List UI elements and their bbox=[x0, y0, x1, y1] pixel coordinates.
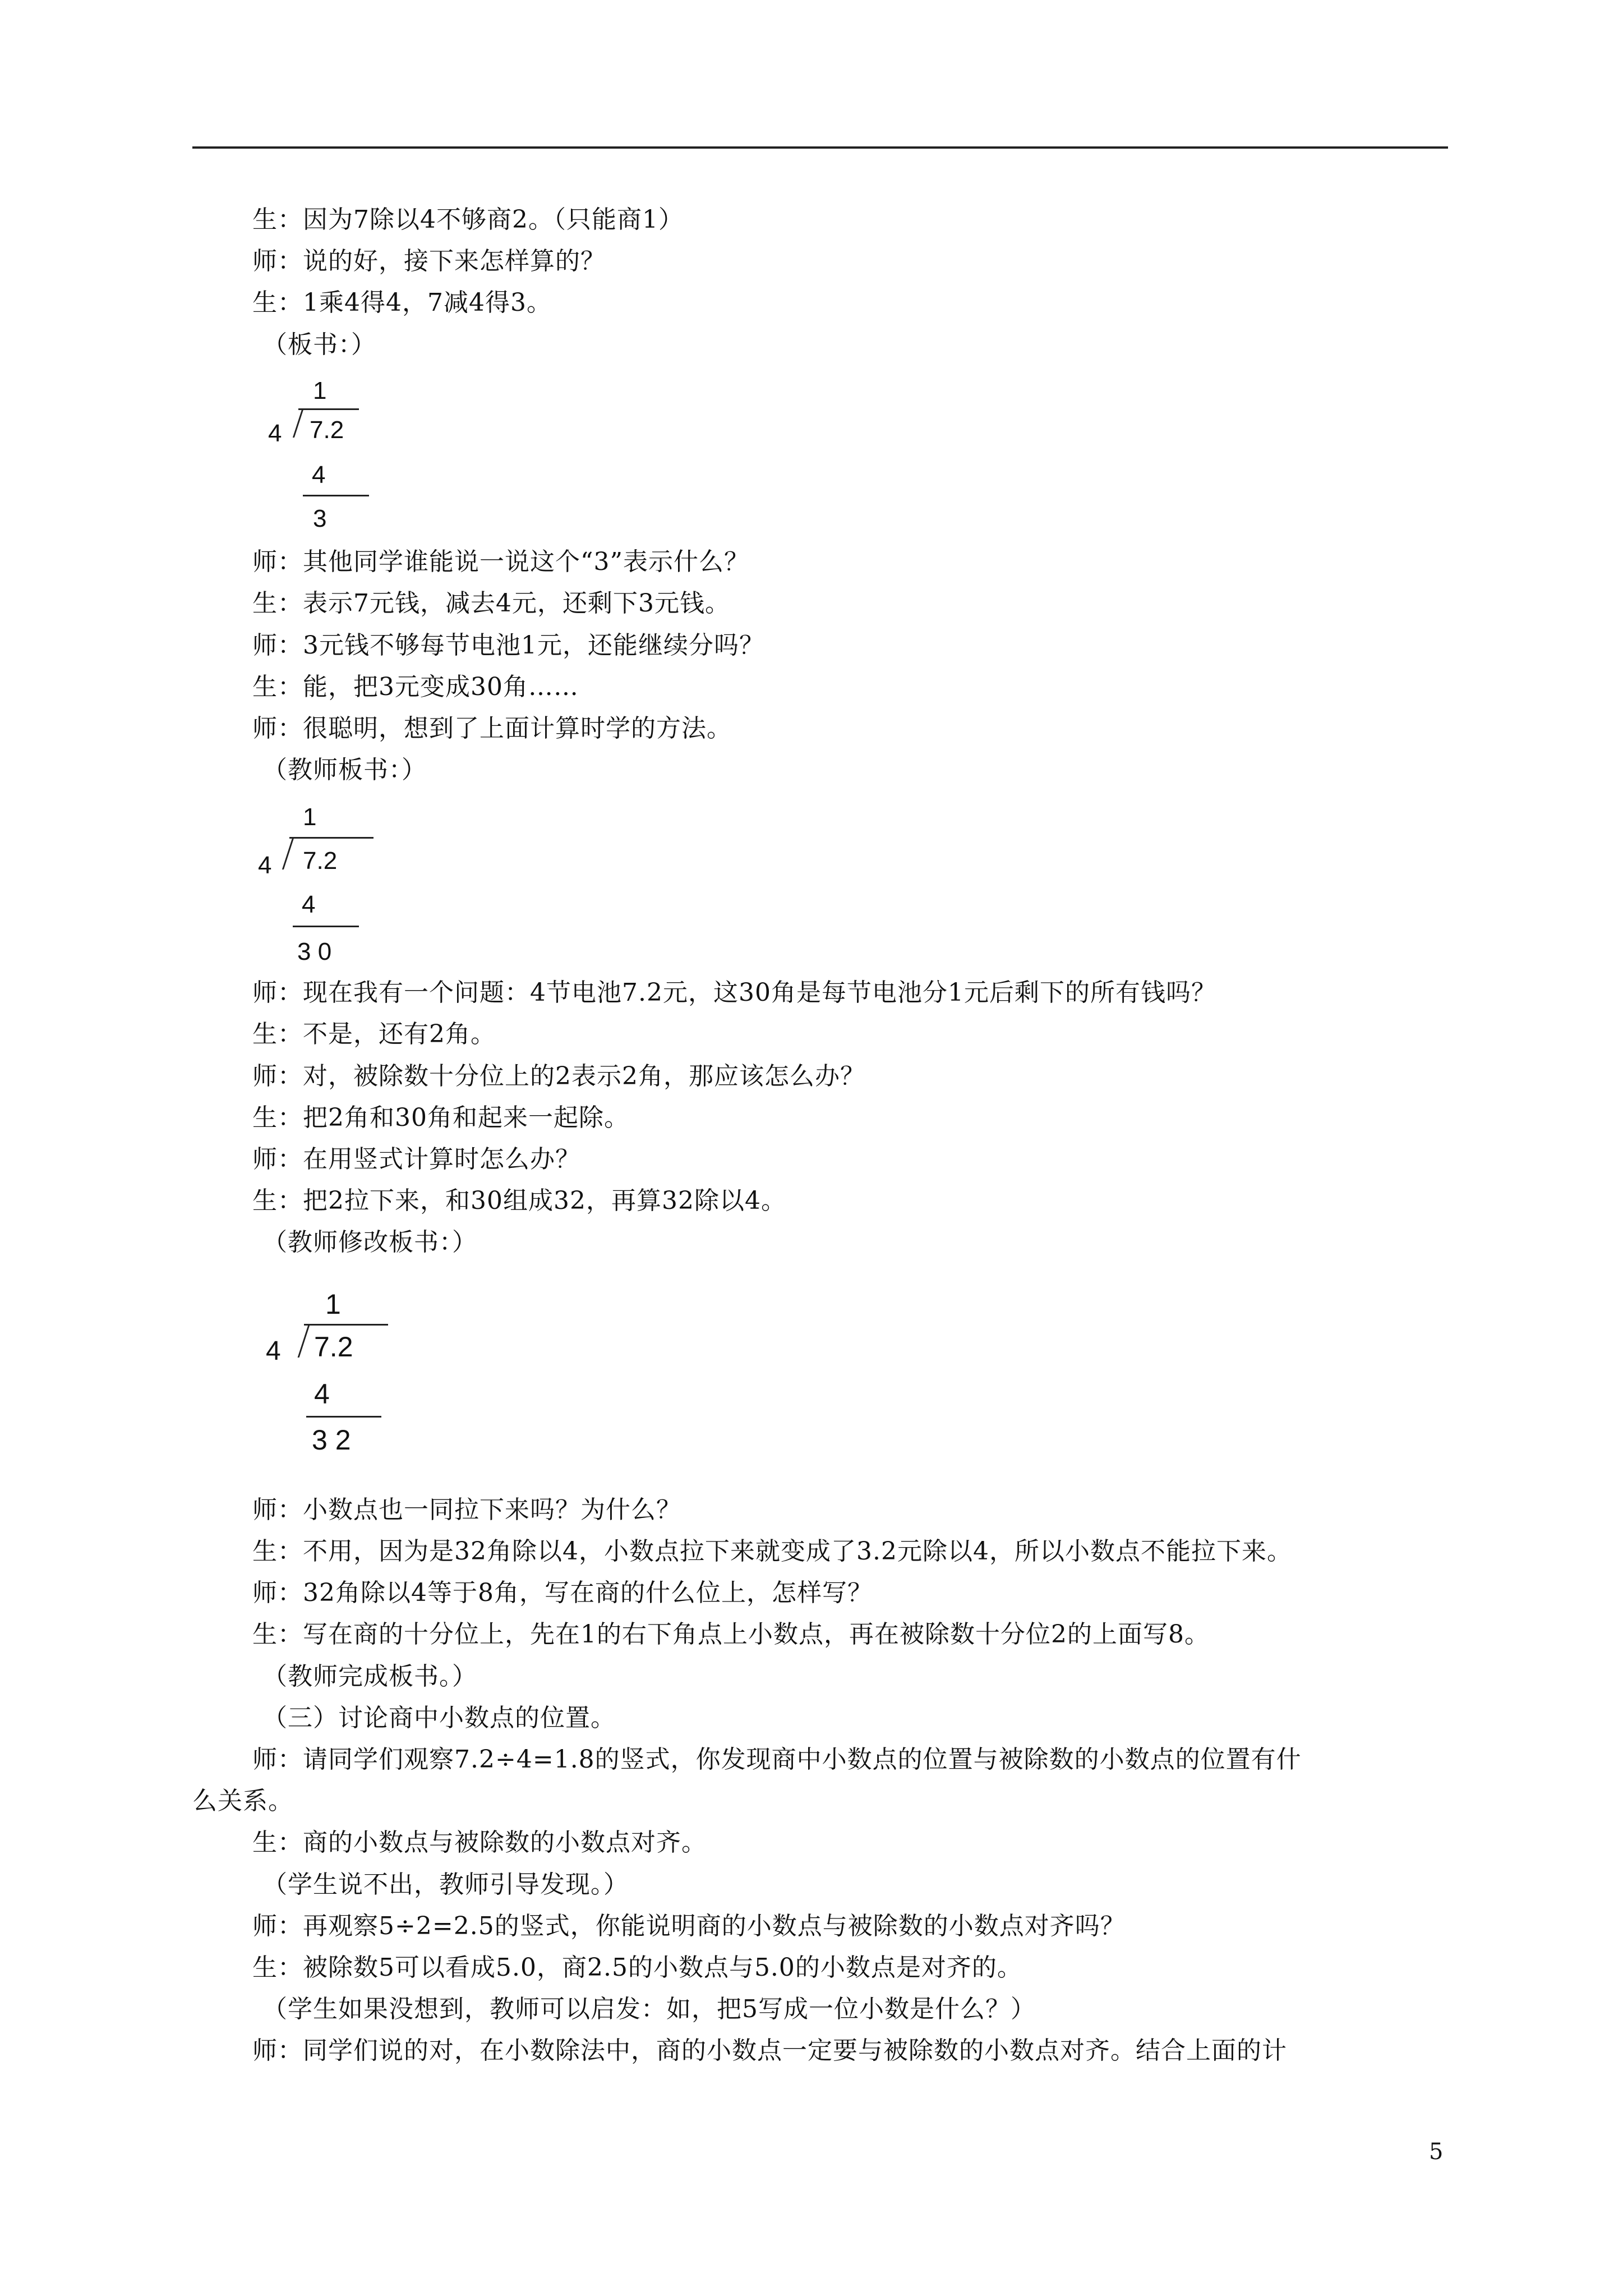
dialogue-line: 生：不是，还有2角。 bbox=[252, 1020, 496, 1048]
subtraction-bar bbox=[306, 1416, 381, 1418]
divisor: 4 bbox=[258, 852, 272, 879]
dialogue-line: 生：表示7元钱，减去4元，还剩下3元钱。 bbox=[252, 589, 730, 618]
quotient: 1 bbox=[303, 803, 317, 831]
board-note: （板书：） bbox=[262, 330, 376, 359]
dialogue-line: 生：被除数5可以看成5.0，商2.5的小数点与5.0的小数点是对齐的。 bbox=[252, 1953, 1022, 1982]
dialogue-line-continued: 么关系。 bbox=[192, 1787, 293, 1815]
dialogue-line: 师：32角除以4等于8角，写在商的什么位上，怎样写？ bbox=[252, 1579, 873, 1607]
board-note: （学生说不出，教师引导发现。） bbox=[262, 1870, 629, 1899]
dividend: 7.2 bbox=[303, 847, 338, 875]
quotient: 1 bbox=[325, 1289, 341, 1320]
subtraction-bar bbox=[303, 495, 369, 496]
subtrahend: 4 bbox=[312, 461, 326, 489]
dividend: 7.2 bbox=[314, 1331, 353, 1363]
division-bracket bbox=[293, 409, 303, 438]
dialogue-line: 师：现在我有一个问题：4节电池7.2元，这30角是每节电池分1元后剩下的所有钱吗？ bbox=[252, 978, 1216, 1007]
subtrahend: 4 bbox=[302, 891, 316, 918]
divisor: 4 bbox=[266, 1336, 281, 1366]
dialogue-line: 师：对，被除数十分位上的2表示2角，那应该怎么办？ bbox=[252, 1062, 865, 1091]
division-bar bbox=[298, 408, 359, 410]
board-note: （教师完成板书。） bbox=[262, 1662, 477, 1691]
remainder: 3 bbox=[313, 505, 327, 532]
dialogue-line: 生：把2拉下来，和30组成32，再算32除以4。 bbox=[252, 1186, 786, 1215]
subtraction-bar bbox=[293, 926, 359, 927]
dividend: 7.2 bbox=[310, 416, 344, 444]
dialogue-line: 师：其他同学谁能说一说这个“3”表示什么？ bbox=[252, 547, 749, 576]
dialogue-line: 生：能，把3元变成30角…… bbox=[252, 673, 579, 701]
subtrahend: 4 bbox=[314, 1378, 330, 1410]
page-number: 5 bbox=[1429, 2139, 1444, 2165]
dialogue-line: 师：小数点也一同拉下来吗？为什么？ bbox=[252, 1496, 681, 1524]
dialogue-line: 师：在用竖式计算时怎么办？ bbox=[252, 1145, 580, 1174]
division-bracket bbox=[282, 838, 294, 869]
dialogue-line: 生：商的小数点与被除数的小数点对齐。 bbox=[252, 1828, 707, 1857]
dialogue-line: 生：不用，因为是32角除以4，小数点拉下来就变成了3.2元除以4，所以小数点不能拉下来。 bbox=[252, 1537, 1292, 1566]
dialogue-line: 师：3元钱不够每节电池1元，还能继续分吗？ bbox=[252, 631, 764, 660]
section-heading: （三）讨论商中小数点的位置。 bbox=[262, 1704, 616, 1732]
remainder: 3 2 bbox=[312, 1424, 351, 1456]
dialogue-line: 师：请同学们观察7.2÷4=1.8的竖式，你发现商中小数点的位置与被除数的小数点的位置有什 bbox=[252, 1745, 1302, 1774]
division-bar bbox=[289, 837, 374, 839]
division-bracket bbox=[298, 1325, 310, 1358]
board-note: （教师板书：） bbox=[262, 756, 427, 784]
dialogue-line: 师：很聪明，想到了上面计算时学的方法。 bbox=[252, 714, 732, 743]
dialogue-line: 师：再观察5÷2=2.5的竖式，你能说明商的小数点与被除数的小数点对齐吗？ bbox=[252, 1912, 1126, 1940]
quotient: 1 bbox=[313, 377, 327, 404]
remainder: 3 0 bbox=[297, 938, 332, 965]
division-bar bbox=[304, 1324, 388, 1326]
dialogue-line: 生：1乘4得4，7减4得3。 bbox=[252, 288, 552, 317]
dialogue-line: 生：写在商的十分位上，先在1的右下角点上小数点，再在被除数十分位2的上面写8。 bbox=[252, 1620, 1210, 1649]
board-note: （学生如果没想到，教师可以启发：如，把5写成一位小数是什么？） bbox=[262, 1995, 1036, 2023]
dialogue-line: 生：因为7除以4不够商2。（只能商1） bbox=[252, 205, 684, 234]
dialogue-line: 师：同学们说的对，在小数除法中，商的小数点一定要与被除数的小数点对齐。结合上面的计 bbox=[252, 2036, 1287, 2065]
divisor: 4 bbox=[268, 420, 282, 447]
dialogue-line: 生：把2角和30角和起来一起除。 bbox=[252, 1103, 629, 1132]
dialogue-line: 师：说的好，接下来怎样算的？ bbox=[252, 247, 606, 275]
board-note: （教师修改板书：） bbox=[262, 1228, 477, 1257]
header-rule bbox=[192, 146, 1448, 149]
